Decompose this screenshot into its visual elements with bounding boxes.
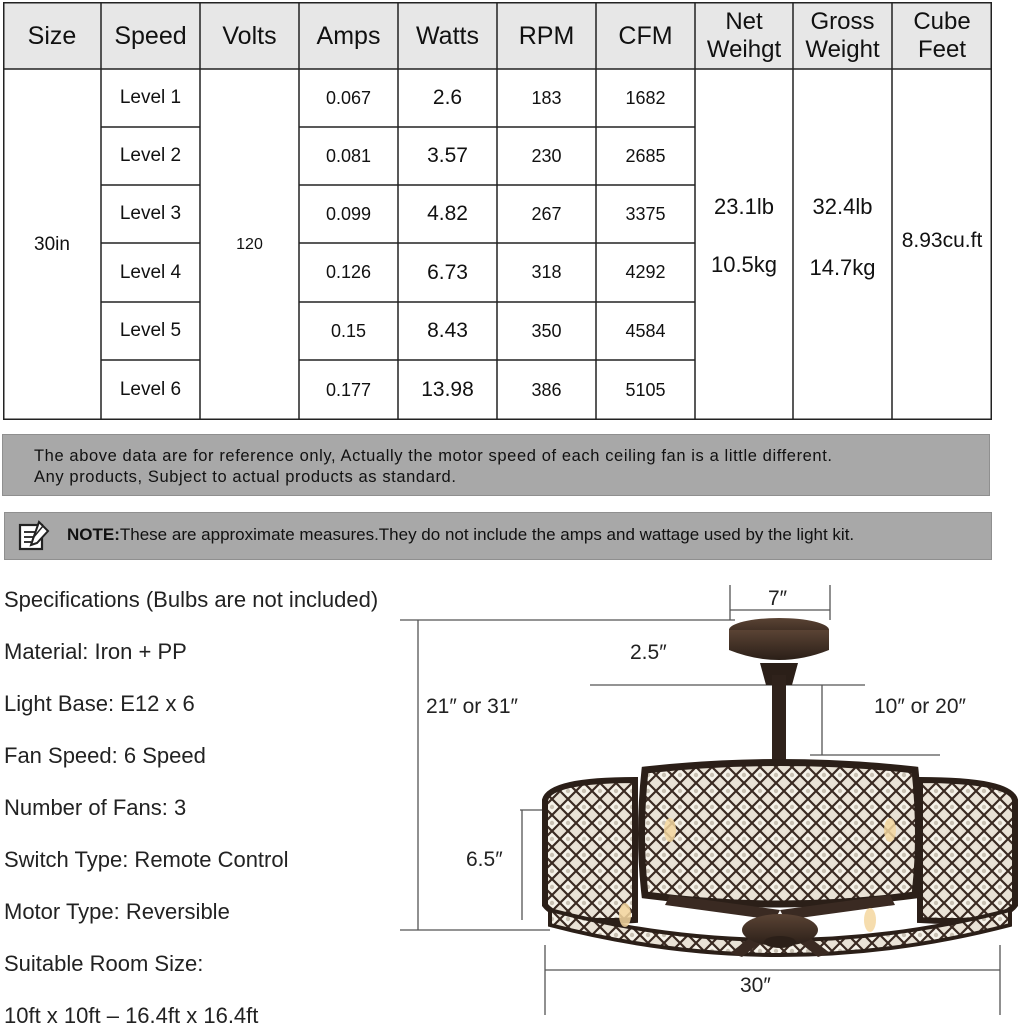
disclaimer-line-2: Any products, Subject to actual products as standard. bbox=[34, 468, 457, 486]
dim-top-width: 7″ bbox=[768, 587, 788, 610]
spec-heading: Specifications (Bulbs are not included) bbox=[4, 587, 379, 612]
cell-cfm: 3375 bbox=[625, 203, 666, 224]
cell-rpm: 183 bbox=[531, 87, 562, 108]
header-gross-weight: Gross Weight bbox=[805, 7, 880, 63]
cell-speed: Level 6 bbox=[119, 379, 182, 400]
cell-speed: Level 4 bbox=[119, 261, 182, 283]
cell-rpm: 230 bbox=[531, 145, 562, 166]
header-amps: Amps bbox=[316, 21, 381, 50]
header-volts: Volts bbox=[222, 21, 277, 50]
header-speed: Speed bbox=[114, 21, 187, 50]
cell-cfm: 5105 bbox=[625, 379, 666, 400]
cell-watts: 8.43 bbox=[427, 319, 468, 342]
cell-amps: 0.177 bbox=[325, 379, 372, 400]
cell-watts: 13.98 bbox=[421, 378, 474, 401]
cell-speed: Level 5 bbox=[119, 320, 182, 341]
cell-watts: 4.82 bbox=[427, 202, 468, 225]
cell-size: 30in bbox=[34, 233, 70, 255]
dim-total-height: 21″ or 31″ bbox=[426, 695, 518, 718]
spec-table bbox=[3, 2, 992, 420]
spec-item: 10ft x 10ft – 16.4ft x 16.4ft bbox=[4, 1003, 259, 1028]
cell-cfm: 1682 bbox=[625, 87, 666, 108]
cell-rpm: 386 bbox=[531, 379, 562, 400]
header-watts: Watts bbox=[416, 21, 479, 50]
cell-watts: 3.57 bbox=[427, 144, 468, 167]
cell-amps: 0.099 bbox=[325, 203, 372, 224]
cell-gross-weight-lb: 32.4lb bbox=[812, 194, 873, 219]
cell-net-weight-lb: 23.1lb bbox=[714, 194, 774, 219]
note-text bbox=[67, 525, 854, 545]
note-label: NOTE: bbox=[67, 525, 120, 544]
cell-rpm: 350 bbox=[531, 320, 562, 341]
cell-rpm: 267 bbox=[531, 203, 562, 224]
dim-canopy-height: 2.5″ bbox=[630, 641, 667, 664]
note-banner bbox=[4, 512, 992, 560]
cell-gross-weight-kg: 14.7kg bbox=[809, 255, 876, 280]
spec-item: Number of Fans: 3 bbox=[4, 795, 187, 820]
header-cfm: CFM bbox=[618, 21, 673, 50]
cell-net-weight-kg: 10.5kg bbox=[710, 252, 778, 277]
cell-speed: Level 1 bbox=[119, 87, 182, 108]
disclaimer-banner bbox=[2, 434, 990, 496]
spec-item: Motor Type: Reversible bbox=[4, 899, 230, 924]
product-diagram bbox=[400, 575, 1024, 1027]
cell-cube-feet: 8.93cu.ft bbox=[901, 229, 983, 252]
cell-volts: 120 bbox=[236, 235, 263, 253]
note-body: These are approximate measures.They do not include the amps and wattage used by the light kit. bbox=[119, 525, 855, 544]
dim-downrod: 10″ or 20″ bbox=[874, 695, 966, 718]
header-size: Size bbox=[27, 21, 77, 50]
cell-amps: 0.15 bbox=[330, 320, 367, 341]
cell-amps: 0.081 bbox=[325, 145, 372, 166]
cell-amps: 0.126 bbox=[325, 262, 372, 282]
header-net-weight: Net Weihgt bbox=[706, 7, 782, 63]
cell-watts: 6.73 bbox=[427, 260, 468, 284]
spec-item: Suitable Room Size: bbox=[4, 951, 204, 976]
cell-speed: Level 2 bbox=[119, 145, 182, 166]
cell-amps: 0.067 bbox=[325, 87, 372, 108]
cell-speed: Level 3 bbox=[119, 203, 182, 224]
disclaimer-line-1: The above data are for reference only, Actually the motor speed of each ceiling fan is a little different. bbox=[34, 447, 833, 465]
cell-cfm: 4584 bbox=[625, 320, 666, 341]
spec-item: Fan Speed: 6 Speed bbox=[4, 743, 206, 768]
note-icon bbox=[17, 519, 53, 553]
header-cube-feet: Cube Feet bbox=[913, 7, 971, 63]
cell-cfm: 4292 bbox=[625, 262, 666, 282]
dim-body-height: 6.5″ bbox=[466, 848, 503, 871]
cell-cfm: 2685 bbox=[625, 145, 666, 166]
spec-item: Light Base: E12 x 6 bbox=[4, 691, 195, 716]
header-rpm: RPM bbox=[518, 21, 575, 50]
cell-rpm: 318 bbox=[531, 262, 562, 282]
dim-diameter: 30″ bbox=[740, 974, 771, 997]
spec-item: Switch Type: Remote Control bbox=[4, 847, 289, 872]
ceiling-fan-illustration bbox=[400, 575, 1024, 1027]
cell-watts: 2.6 bbox=[432, 86, 463, 109]
spec-item: Material: Iron + PP bbox=[4, 639, 187, 664]
